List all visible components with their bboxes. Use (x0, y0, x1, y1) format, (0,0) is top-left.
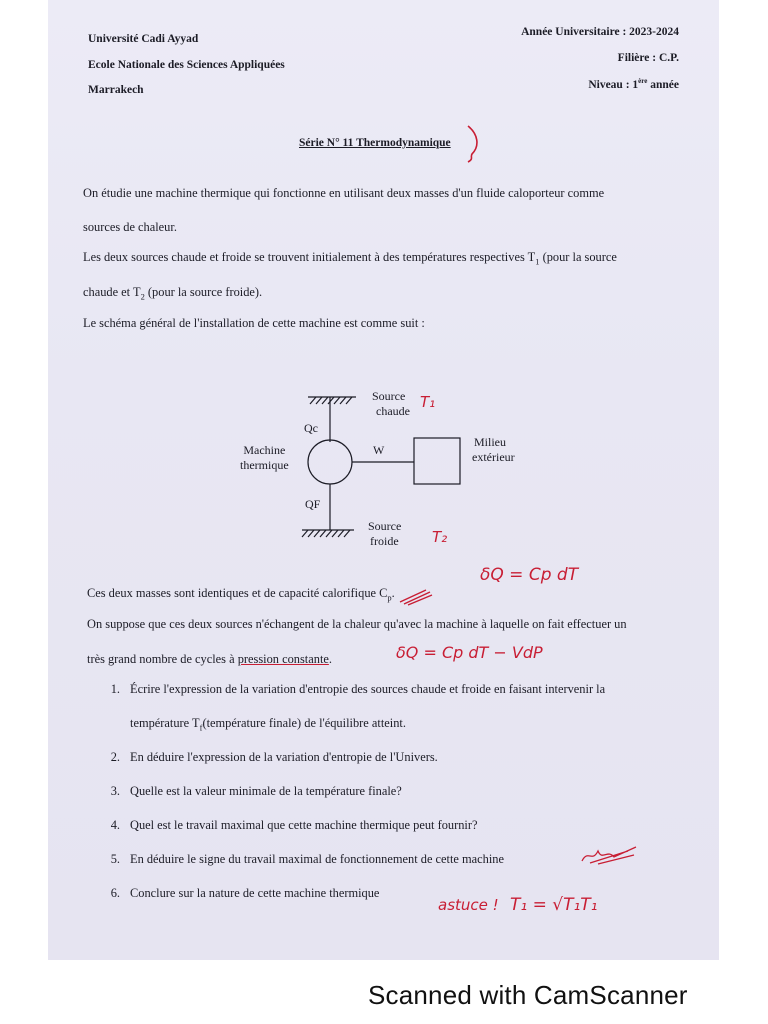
question-1-line-2-b: (température finale) de l'équilibre atteint. (202, 716, 406, 730)
intro-line-4-sub: 2 (140, 291, 145, 302)
body-line-1-sub: p (387, 592, 392, 603)
label-qf: QF (305, 497, 321, 511)
machine-line1: Machine (243, 443, 286, 457)
header-filiere: Filière : C.P. (617, 52, 679, 64)
question-1-line-2-sub: f (199, 722, 203, 733)
question-2-number: 2. (110, 750, 120, 764)
machine-line2: thermique (240, 458, 289, 472)
intro-line-2: sources de chaleur. (83, 220, 177, 234)
label-source-cold (368, 519, 401, 549)
label-qc: Qc (304, 421, 318, 435)
source-hot-line1: Source (372, 389, 406, 403)
camscanner-watermark: Scanned with CamScanner (368, 980, 688, 1010)
question-3-number: 3. (110, 784, 120, 798)
body-line-3-c: . (328, 652, 332, 666)
question-4-text: Quel est le travail maximal que cette machine thermique peut fournir? (130, 818, 478, 832)
intro-line-3-sub: 1 (535, 256, 540, 267)
header-city: Marrakech (88, 84, 144, 96)
source-cold-line2: froide (370, 534, 399, 548)
header-school: Ecole Nationale des Sciences Appliquées (88, 59, 285, 71)
intro-line-3 (83, 250, 617, 267)
body-line-3-underlined: pression constante (237, 652, 329, 666)
scribble-mark-2 (578, 843, 640, 867)
question-5-number: 5. (110, 852, 120, 866)
question-4-number: 4. (110, 818, 120, 832)
header-academic-year: Année Universitaire : 2023-2024 (521, 26, 679, 38)
niveau-prefix: Niveau : 1 (588, 78, 639, 91)
question-6-text: Conclure sur la nature de cette machine thermique (130, 886, 380, 900)
body-line-1-a: Ces deux masses sont identiques et de capacité calorifique C (87, 586, 388, 600)
niveau-sup: ère (638, 77, 648, 85)
page-title: Série N° 11 Thermodynamique (299, 137, 451, 149)
question-1-number: 1. (110, 682, 120, 696)
handwritten-dq-full: δQ = Cp dT − VdP (396, 643, 543, 662)
milieu-line2: extérieur (472, 450, 515, 464)
header-niveau (588, 77, 679, 91)
handwritten-formula: T₁ = √T₁T₁ (510, 895, 598, 915)
intro-line-5: Le schéma général de l'installation de cette machine est comme suit : (83, 316, 425, 330)
intro-line-4-a: chaude et T (83, 285, 141, 299)
question-3-text: Quelle est la valeur minimale de la température finale? (130, 784, 402, 798)
intro-line-4-b: (pour la source froide). (144, 285, 263, 299)
body-line-1 (87, 586, 395, 603)
question-2-text: En déduire l'expression de la variation d'entropie de l'Univers. (130, 750, 438, 764)
question-6-number: 6. (110, 886, 120, 900)
handwritten-astuce: astuce ! (438, 896, 499, 914)
body-line-2: On suppose que ces deux sources n'échangent de la chaleur qu'avec la machine à laquelle on fait effectuer un (87, 617, 627, 631)
source-hot-line2: chaude (376, 404, 410, 418)
scanned-page (48, 0, 719, 960)
handwritten-dq-cpdt: δQ = Cp dT (480, 565, 579, 585)
milieu-line1: Milieu (474, 435, 506, 449)
body-line-1-b: . (391, 586, 395, 600)
intro-line-4 (83, 285, 262, 302)
label-source-hot (372, 389, 410, 419)
body-line-3-a: très grand nombre de cycles à (87, 652, 238, 666)
scribble-mark-1 (396, 586, 436, 606)
label-milieu (472, 435, 515, 465)
question-1-line-2 (130, 716, 406, 733)
body-line-3 (87, 652, 332, 667)
title-bracket-mark (462, 124, 488, 164)
question-5-text: En déduire le signe du travail maximal de fonctionnement de cette machine (130, 852, 504, 866)
handwritten-t2: T₂ (432, 528, 448, 546)
intro-line-1: On étudie une machine thermique qui fonctionne en utilisant deux masses d'un fluide caloporteur comme (83, 186, 605, 200)
source-cold-line1: Source (368, 519, 402, 533)
intro-line-3-a: Les deux sources chaude et froide se trouvent initialement à des températures respectives T (83, 250, 536, 264)
niveau-suffix: année (647, 78, 679, 91)
label-machine (240, 443, 289, 473)
header-university: Université Cadi Ayyad (88, 33, 199, 45)
handwritten-t1: T₁ (420, 393, 436, 411)
question-1-line-2-a: température T (130, 716, 200, 730)
question-1-line-1: Écrire l'expression de la variation d'entropie des sources chaude et froide en faisant intervenir la (130, 682, 606, 696)
intro-line-3-b: (pour la source (539, 250, 617, 264)
label-w: W (373, 443, 385, 457)
